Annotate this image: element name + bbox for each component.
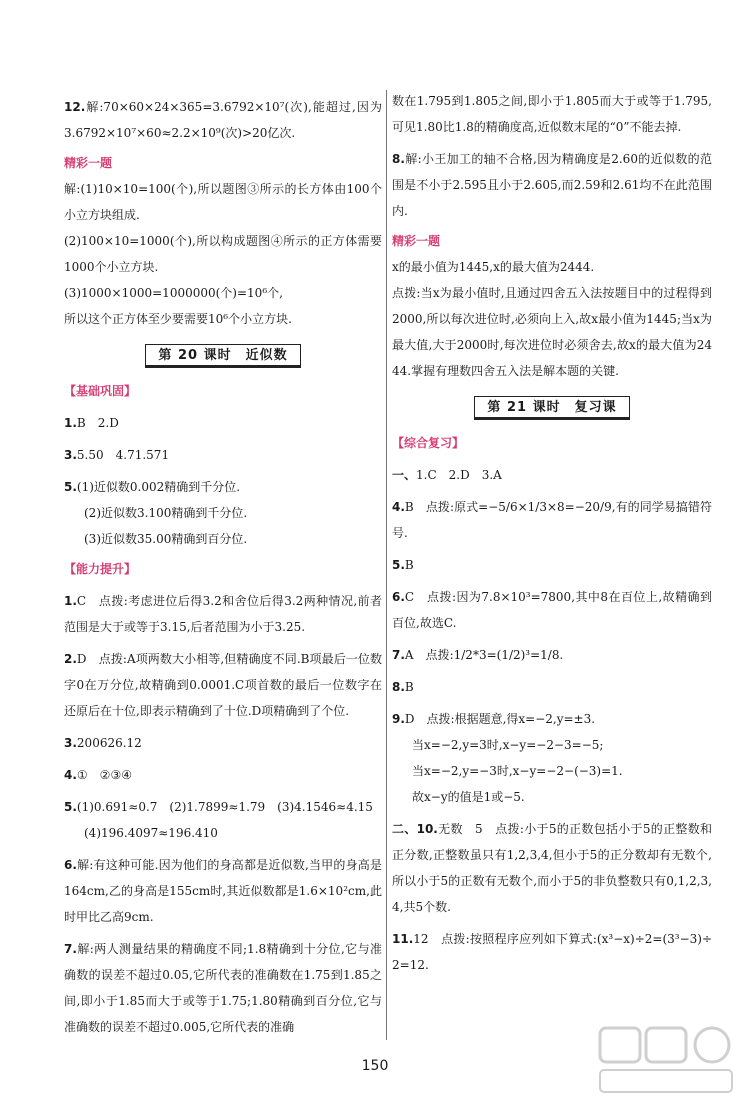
lesson-title-row — [64, 344, 382, 368]
item-text: (3)近似数35.00精确到百分位. — [84, 532, 248, 546]
item-text: 5.50 4.71.571 — [76, 448, 170, 462]
item-number: 1. — [64, 416, 77, 430]
item-number: 12. — [64, 100, 86, 114]
answer-item — [392, 706, 712, 732]
item-text: x的最小值为1445,x的最大值为2444. — [392, 260, 595, 274]
answer-item — [64, 794, 382, 820]
lesson-title: 第 20 课时 近似数 — [145, 344, 300, 368]
answer-item — [392, 732, 712, 758]
item-text: (3)1000×1000=1000000(个)=10⁶个, — [64, 286, 283, 300]
answer-item — [392, 816, 712, 920]
item-text: 1.C 2.D 3.A — [416, 468, 502, 482]
item-number: 3. — [64, 448, 77, 462]
item-number: 5. — [392, 558, 405, 572]
item-text: 所以这个正方体至少要需要10⁶个小立方块. — [64, 312, 292, 326]
item-text: 200626.12 — [76, 736, 142, 750]
item-text: B 点拨:原式=−5/6×1/3×8=−20/9,有的同学易搞错符号. — [392, 500, 712, 540]
lesson-title-row — [392, 396, 712, 420]
item-number: 6. — [392, 590, 405, 604]
item-text: 当x=−2,y=3时,x−y=−2−3=−5; — [412, 738, 604, 752]
section-heading: 【基础巩固】 — [64, 384, 137, 398]
item-number: 一、 — [392, 468, 417, 482]
item-text: C 点拨:因为7.8×10³=7800,其中8在百位上,故精确到百位,故选C. — [392, 590, 712, 630]
item-text: 解:70×60×24×365=3.6792×10⁷(次),能超过,因为3.6792×10⁷×60≈2.2×10⁹(次)>20亿次. — [64, 100, 382, 140]
answer-item — [392, 758, 712, 784]
item-number: 7. — [64, 942, 77, 956]
item-text: (1)0.691≈0.7 (2)1.7899≈1.79 (3)4.1546≈4.15 — [76, 800, 373, 814]
watermark-logo-icon — [596, 1022, 736, 1098]
answer-item — [392, 584, 712, 636]
answer-item — [64, 94, 382, 146]
item-number: 5. — [64, 800, 77, 814]
item-text: D 点拨:A项两数大小相等,但精确度不同.B项最后一位数字0在万分位,故精确到0.0001.C项首数的最后一位数字在还原后在十位,即表示精确到了十位.D项精确到了个位. — [64, 652, 382, 718]
answer-item — [392, 462, 712, 488]
item-number: 8. — [392, 152, 405, 166]
answer-item — [392, 784, 712, 810]
answer-item — [64, 820, 382, 846]
answer-item — [64, 442, 382, 468]
item-text: 故x−y的值是1或−5. — [412, 790, 525, 804]
left-column — [64, 88, 382, 1040]
answer-item — [392, 280, 712, 384]
item-number: 8. — [392, 680, 405, 694]
answer-item — [64, 852, 382, 930]
item-text: (4)196.4097≈196.410 — [84, 826, 218, 840]
answer-item — [64, 730, 382, 756]
answer-item — [64, 588, 382, 640]
section-heading: 精彩一题 — [392, 234, 441, 248]
item-text: B — [404, 558, 414, 572]
answer-item — [392, 494, 712, 546]
item-number: 7. — [392, 648, 405, 662]
item-text: C 点拨:考虑进位后得3.2和舍位后得3.2两种情况,前者范围是大于或等于3.15,后者范围为小于3.25. — [64, 594, 382, 634]
item-text: ① ②③④ — [76, 768, 132, 782]
answer-item — [64, 176, 382, 228]
answer-item — [64, 280, 382, 306]
column-divider — [386, 90, 387, 1040]
lesson-title: 第 21 课时 复习课 — [474, 396, 629, 420]
answer-item — [392, 552, 712, 578]
item-text: 当x=−2,y=−3时,x−y=−2−(−3)=1. — [412, 764, 623, 778]
item-text: 12 点拨:按照程序应列如下算式:(x³−x)÷2=(3³−3)÷2=12. — [392, 932, 712, 972]
answer-item — [392, 642, 712, 668]
item-number: 5. — [64, 480, 77, 494]
item-text: (1)近似数0.002精确到千分位. — [76, 480, 241, 494]
item-number: 9. — [392, 712, 405, 726]
item-text: (2)100×10=1000(个),所以构成题图④所示的正方体需要1000个小立方块. — [64, 234, 382, 274]
right-column — [392, 88, 712, 978]
section-heading: 【综合复习】 — [392, 436, 465, 450]
item-text: 数在1.795到1.805之间,即小于1.805而大于或等于1.795,可见1.80比1.8的精确度高,近似数末尾的“0”不能去掉. — [392, 94, 712, 134]
item-number: 二、10. — [392, 822, 438, 836]
item-number: 4. — [64, 768, 77, 782]
answer-item — [64, 410, 382, 436]
answer-item — [392, 674, 712, 700]
item-text: B — [404, 680, 414, 694]
answer-item — [64, 228, 382, 280]
item-text: 解:有这种可能.因为他们的身高都是近似数,当甲的身高是164cm,乙的身高是155cm时,其近似数都是1.6×10²cm,此时甲比乙高9cm. — [64, 858, 382, 924]
item-text: 解:两人测量结果的精确度不同;1.8精确到十分位,它与准确数的误差不超过0.05,它所代表的准确数在1.75到1.85之间,即小于1.85而大于或等于1.75;1.80精确到百分位,它与准确数的误差不超过0.005,它所代表的准确 — [64, 942, 382, 1034]
answer-item — [392, 926, 712, 978]
answer-item — [64, 646, 382, 724]
answer-item — [392, 88, 712, 140]
item-text: 解:(1)10×10=100(个),所以题图③所示的长方体由100个小立方块组成. — [64, 182, 382, 222]
answer-item — [64, 526, 382, 552]
item-number: 11. — [392, 932, 414, 946]
answer-item — [64, 500, 382, 526]
section-heading: 【能力提升】 — [64, 562, 137, 576]
item-number: 1. — [64, 594, 77, 608]
answer-item — [64, 936, 382, 1040]
item-number: 3. — [64, 736, 77, 750]
answer-item — [392, 254, 712, 280]
item-text: 解:小王加工的轴不合格,因为精确度是2.60的近似数的范围是不小于2.595且小于2.605,而2.59和2.61均不在此范围内. — [392, 152, 712, 218]
item-text: B 2.D — [76, 416, 119, 430]
item-text: D 点拨:根据题意,得x=−2,y=±3. — [404, 712, 596, 726]
item-number: 6. — [64, 858, 77, 872]
item-text: 无数 5 点拨:小于5的正数包括小于5的正整数和正分数,正整数虽只有1,2,3,4,但小于5的正分数却有无数个,所以小于5的正数有无数个,而小于5的非负整数只有0,1,2,3,4,共5个数. — [392, 822, 712, 914]
page-number: 150 — [361, 1058, 389, 1074]
answer-item — [64, 762, 382, 788]
item-number: 4. — [392, 500, 405, 514]
item-text: 点拨:当x为最小值时,且通过四舍五入法按题目中的过程得到2000,所以每次进位时,必须向上入,故x最小值为1445;当x为最大值,大于2000时,每次进位时必须舍去,故x的最大值为2444.掌握有理数四舍五入法是解本题的关键. — [392, 286, 712, 378]
section-heading: 精彩一题 — [64, 156, 113, 170]
answer-item — [392, 146, 712, 224]
answer-item — [64, 474, 382, 500]
item-text: A 点拨:1/2*3=(1/2)³=1/8. — [404, 648, 564, 662]
answer-item — [64, 306, 382, 332]
item-text: (2)近似数3.100精确到千分位. — [84, 506, 248, 520]
item-number: 2. — [64, 652, 77, 666]
